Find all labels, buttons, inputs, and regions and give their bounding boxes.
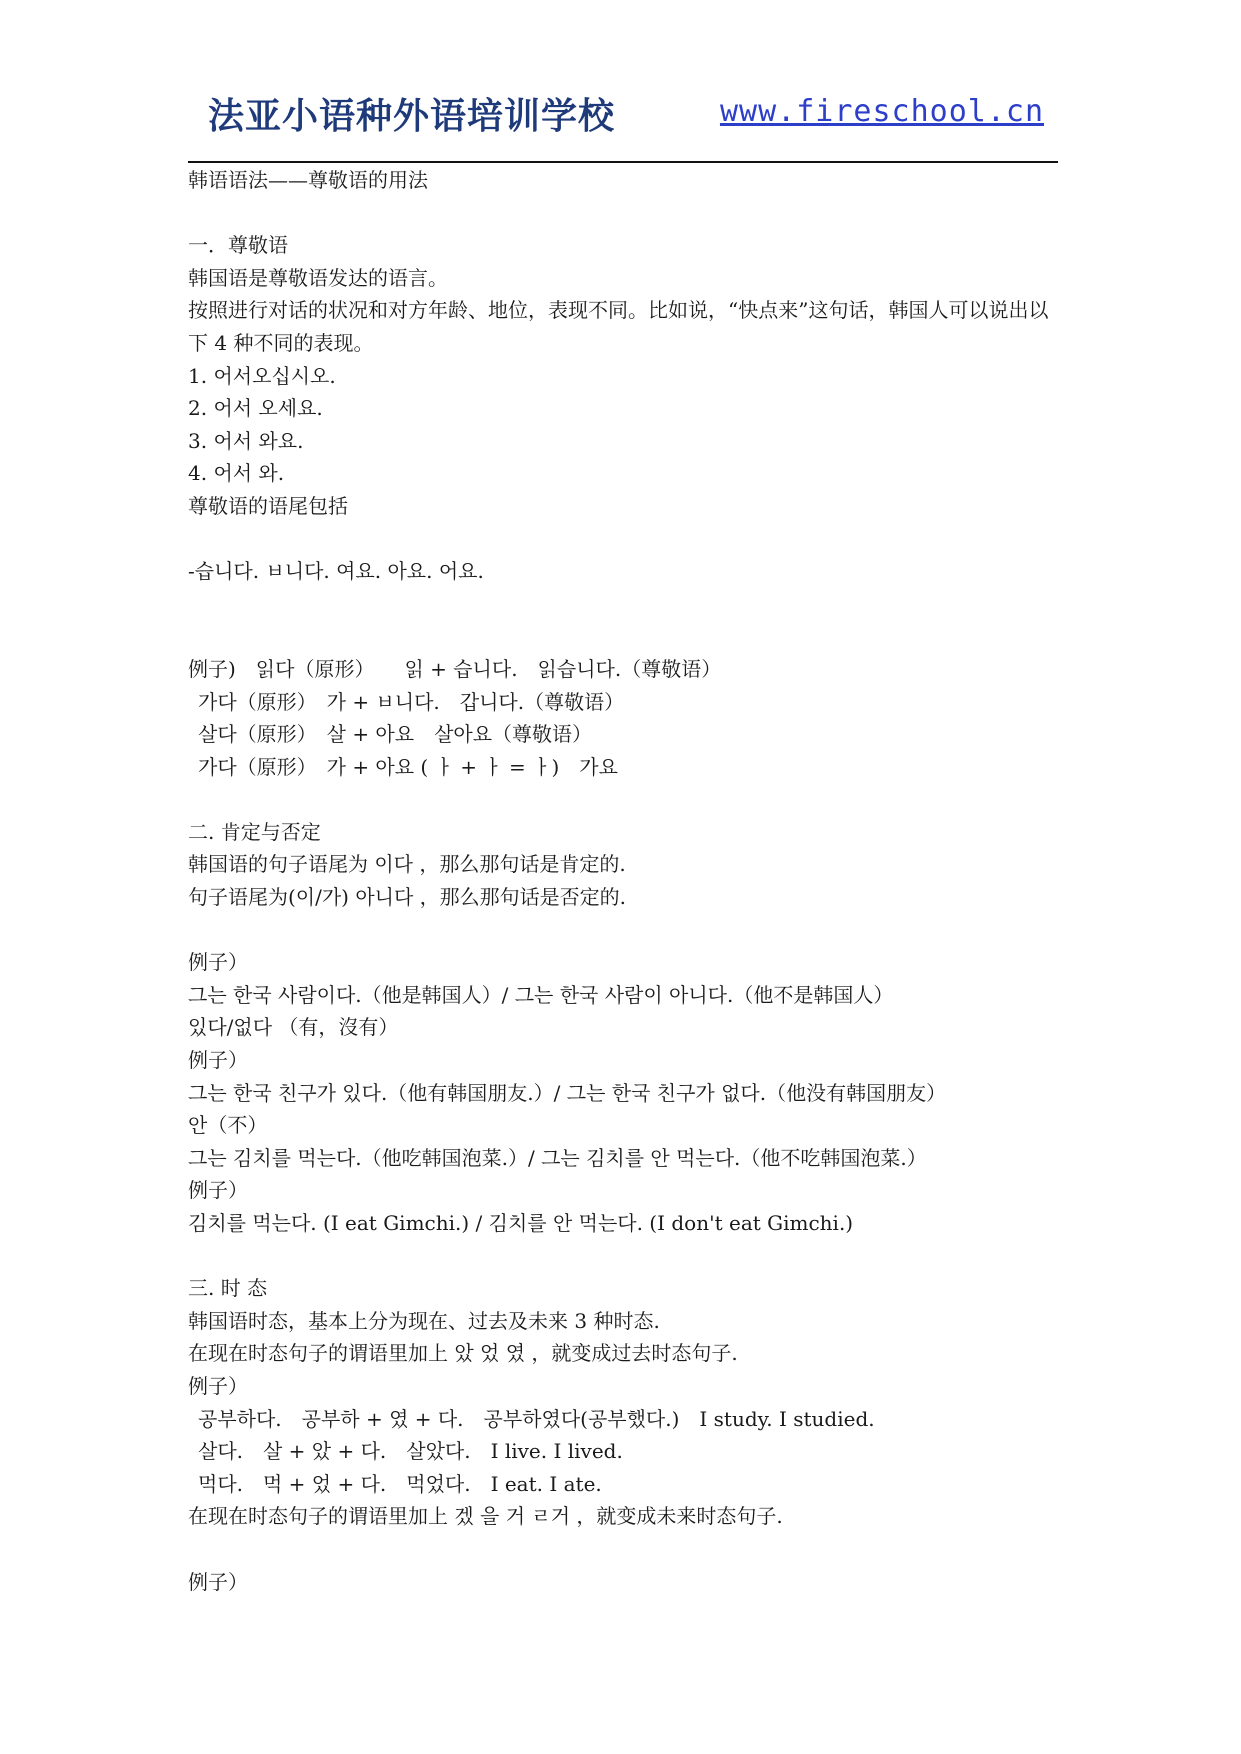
example-line: 공부하다. 공부하 + 였 + 다. 공부하였다(공부했다.) I study. I studied.	[198, 1406, 875, 1431]
blank-line	[188, 783, 1058, 816]
page-header	[188, 88, 1058, 146]
example-line: 그는 김치를 먹는다.（他吃韩国泡菜.）/ 그는 김치를 안 먹는다.（他不吃韩国泡菜.）	[188, 1145, 927, 1170]
example-line: 例子) 읽다（原形） 읽 + 습니다. 읽습니다.（尊敬语）	[188, 656, 722, 681]
paragraph-line: 안（不）	[188, 1113, 268, 1138]
header-divider	[188, 161, 1058, 163]
blank-line	[188, 197, 1058, 230]
paragraph-line: 韩国语时态，基本上分为现在、过去及未来 3 种时态.	[188, 1308, 660, 1333]
list-item: 2. 어서 오세요.	[188, 396, 323, 421]
example-line: 그는 한국 사람이다.（他是韩国人）/ 그는 한국 사람이 아니다.（他不是韩国人）	[188, 982, 894, 1007]
blank-line	[188, 1533, 1058, 1566]
example-line: 가다（原形） 가 + ㅂ니다. 갑니다.（尊敬语）	[198, 689, 625, 714]
list-item: 3. 어서 와요.	[188, 428, 304, 453]
example-label: 例子）	[188, 950, 248, 975]
website-link[interactable]: www.fireschool.cn	[719, 94, 1044, 129]
example-line: 가다（原形） 가 + 아요 ( ㅏ + ㅏ = ㅏ) 가요	[198, 754, 618, 779]
list-item: 1. 어서오십시오.	[188, 363, 336, 388]
paragraph-line: 在现在时态句子的谓语里加上 겠 을 거 ㄹ거 ，就变成未来时态句子.	[188, 1504, 783, 1529]
paragraph-line: 按照进行对话的状况和对方年龄、地位，表现不同。比如说，“快点来”这句话，韩国人可以说出以下 4 种不同的表现。	[188, 298, 1049, 355]
ending-list: -습니다. ㅂ니다. 여요. 아요. 어요.	[188, 559, 484, 584]
blank-line	[188, 914, 1058, 947]
example-line: 살다. 살 + 았 + 다. 살았다. I live. I lived.	[198, 1439, 623, 1464]
blank-line	[188, 1240, 1058, 1273]
paragraph-line: 韩国语的句子语尾为 이다 ，那么那句话是肯定的.	[188, 852, 626, 877]
section-heading-tense: 三. 时 态	[188, 1276, 268, 1301]
list-item: 4. 어서 와.	[188, 461, 285, 486]
document-body	[188, 164, 1058, 1598]
paragraph-line: 있다/없다 （有，沒有）	[188, 1015, 399, 1040]
example-label: 例子）	[188, 1569, 248, 1594]
example-line: 김치를 먹는다. (I eat Gimchi.) / 김치를 안 먹는다. (I don't eat Gimchi.)	[188, 1211, 854, 1235]
paragraph-line: 在现在时态句子的谓语里加上 았 었 였 ，就变成过去时态句子.	[188, 1341, 738, 1366]
example-label: 例子）	[188, 1048, 248, 1073]
school-title: 法亚小语种外语培训学校	[208, 96, 616, 137]
paragraph-line: 尊敬语的语尾包括	[188, 493, 348, 518]
paragraph-line: 韩国语是尊敬语发达的语言。	[188, 265, 448, 290]
section-heading-affirmative-negative: 二. 肯定与否定	[188, 819, 321, 844]
example-label: 例子）	[188, 1373, 248, 1398]
section-heading-honorifics: 一．尊敬语	[188, 233, 288, 258]
example-line: 먹다. 먹 + 었 + 다. 먹었다. I eat. I ate.	[198, 1471, 602, 1496]
paragraph-line: 句子语尾为(이/가) 아니다 ，那么那句话是否定的.	[188, 885, 627, 910]
blank-line	[188, 620, 1058, 653]
example-line: 그는 한국 친구가 있다.（他有韩国朋友.）/ 그는 한국 친구가 없다.（他没有韩国朋友）	[188, 1080, 947, 1105]
example-label: 例子）	[188, 1178, 248, 1203]
blank-line	[188, 588, 1058, 621]
blank-line	[188, 523, 1058, 556]
document-title: 韩语语法——尊敬语的用法	[188, 168, 428, 192]
example-line: 살다（原形） 살 + 아요 살아요（尊敬语）	[198, 722, 593, 747]
